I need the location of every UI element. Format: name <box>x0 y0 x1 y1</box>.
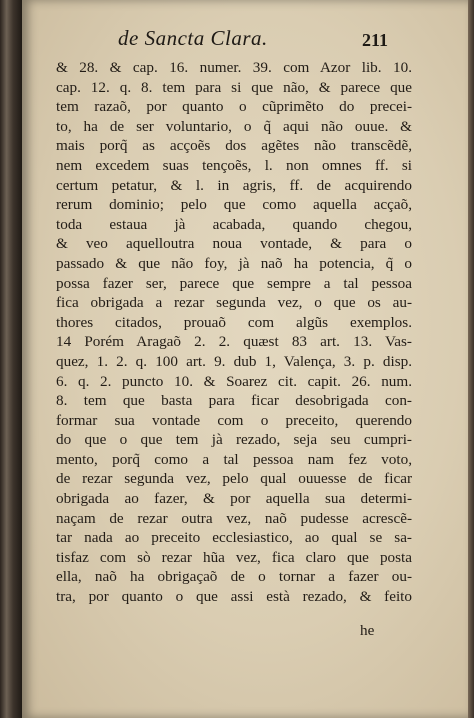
text-line: nem excedem suas tençoẽs, l. non omnes ff. si <box>56 156 412 174</box>
text-line: do que o que tem jà rezado, seja seu cumpri- <box>56 431 412 449</box>
text-line: mento, porq̃ como a tal pessoa nam fez voto, <box>56 450 412 468</box>
text-line: de rezar segunda vez, pelo qual ouuesse de ficar <box>56 470 412 488</box>
text-line: naçam de rezar outra vez, naõ pudesse acrescẽ- <box>56 509 412 527</box>
text-line: & veo aquelloutra noua vontade, & para o <box>56 235 412 253</box>
text-line: toda estaua jà acabada, quando chegou, <box>56 215 412 233</box>
page-number: 211 <box>362 30 389 50</box>
running-title: de Sancta Clara. <box>118 26 268 50</box>
text-line: fica obrigada a rezar segunda vez, o que os au- <box>56 294 412 312</box>
text-line: tem razaõ, por quanto o cũprimẽto do precei- <box>56 98 412 116</box>
text-line: passado & que não foy, jà naõ ha potencia, q̃ o <box>56 254 412 272</box>
text-line: 6. q. 2. puncto 10. & Soarez cit. capit. 26. num. <box>56 372 412 390</box>
text-line: ella, naõ ha obrigaçaõ de o tornar a fazer ou- <box>56 568 412 586</box>
text-line: certum petatur, & l. in agris, ff. de acquirendo <box>56 176 412 194</box>
text-line: tar nada ao preceito ecclesiastico, ao qual se sa- <box>56 529 412 547</box>
book-spine <box>0 0 22 718</box>
body-text <box>56 58 412 607</box>
text-line: cap. 12. q. 8. tem para si que não, & parece que <box>56 78 412 96</box>
text-line: & 28. & cap. 16. numer. 39. com Azor lib. 10. <box>56 59 412 76</box>
page-edge-shadow <box>468 0 474 718</box>
text-line: tra, por quanto o que assi està rezado, & feito <box>56 588 412 606</box>
text-line: formar sua vontade com o preceito, querendo <box>56 411 412 429</box>
text-line: quez, 1. 2. q. 100 art. 9. dub 1, Valença, 3. p. disp. <box>56 352 412 370</box>
catchword: he <box>360 622 375 639</box>
text-line: thores citados, prouaõ com algũs exemplos. <box>56 313 412 331</box>
text-line: mais porq̃ as acçoẽs dos agẽtes não transcẽdẽ, <box>56 137 412 155</box>
text-line: to, ha de ser voluntario, o q̃ aqui não ouue. & <box>56 117 412 135</box>
text-line: 8. tem que basta para ficar desobrigada con- <box>56 392 412 410</box>
page-sheet <box>22 0 468 718</box>
text-line: obrigada ao fazer, & por aquella sua determi- <box>56 490 412 508</box>
text-line: tisfaz com sò rezar hũa vez, fica claro que posta <box>56 548 412 566</box>
text-line: rerum dominio; pelo que como aquella acçaõ, <box>56 196 412 214</box>
text-line: possa fazer ser, parece que sempre a tal pessoa <box>56 274 412 292</box>
text-line: 14 Porém Aragaõ 2. 2. quæst 83 art. 13. Vas- <box>56 333 412 351</box>
